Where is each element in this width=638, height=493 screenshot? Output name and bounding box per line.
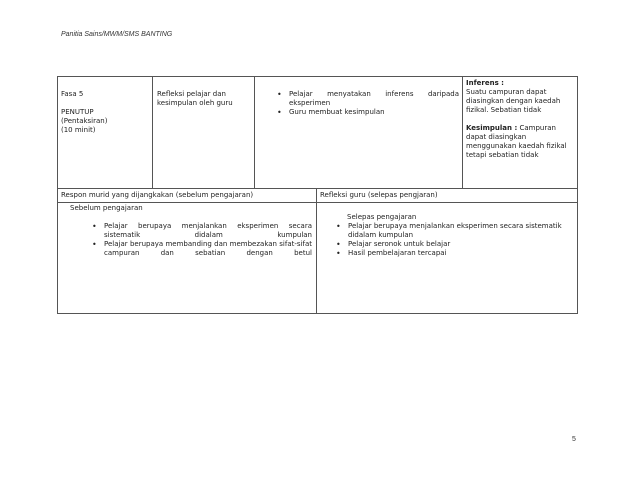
refleksi-guru-header: Refleksi guru (selepas pengjaran) (320, 191, 438, 199)
refleksi-cell: Refleksi pelajar dan kesimpulan oleh guru (157, 90, 233, 107)
inferens-label: Inferens : (466, 79, 504, 87)
aktiviti-cell (275, 90, 459, 117)
page-number: 5 (572, 436, 576, 443)
fasa-title: PENUTUP (61, 108, 94, 116)
divider (254, 77, 255, 188)
list-item: • Pelajar menyatakan inferens daripada eksperimen (275, 90, 459, 108)
fasa-cell (61, 90, 149, 135)
list-item: • Hasil pembelajaran tercapai (334, 249, 574, 258)
divider (462, 77, 463, 188)
fasa-subtitle: (Pentaksiran) (61, 117, 108, 125)
kesimpulan-block (466, 124, 574, 160)
divider (58, 202, 577, 203)
list-item: • Pelajar seronok untuk belajar (334, 240, 574, 249)
inferens-text: Suatu campuran dapat diasingkan dengan kaedah fizikal. Sebatian tidak (466, 88, 561, 114)
refleksi-guru-content (320, 213, 574, 258)
fasa-number: Fasa 5 (61, 90, 84, 98)
sebelum-title: Sebelum pengajaran (70, 204, 143, 212)
lesson-table (57, 76, 578, 314)
divider (152, 77, 153, 188)
list-item: • Guru membuat kesimpulan (275, 108, 459, 117)
selepas-title: Selepas pengajaran (347, 213, 417, 221)
divider (58, 188, 577, 189)
list-item: • Pelajar berupaya menjalankan eksperimen secara sistematik didalam kumpulan (90, 222, 312, 240)
page-header: Panitia Sains/MWM/SMS BANTING (61, 31, 173, 38)
kesimpulan-label: Kesimpulan : (466, 124, 518, 132)
list-item: • Pelajar berupaya membanding dan membezakan sifat-sifat campuran dan sebatian dengan betul (90, 240, 312, 258)
kesimpulan-text: Campuran dapat diasingkan menggunakan kaedah fizikal tetapi sebatian tidak (466, 124, 567, 159)
respon-content (70, 204, 312, 258)
divider (316, 188, 317, 313)
fasa-duration: (10 minit) (61, 126, 96, 134)
list-item: • Pelajar berupaya menjalankan eksperimen secara sistematik didalam kumpulan (334, 222, 574, 240)
nota-cell (466, 79, 574, 160)
respon-header: Respon murid yang dijangkakan (sebelum pengajaran) (61, 191, 254, 199)
